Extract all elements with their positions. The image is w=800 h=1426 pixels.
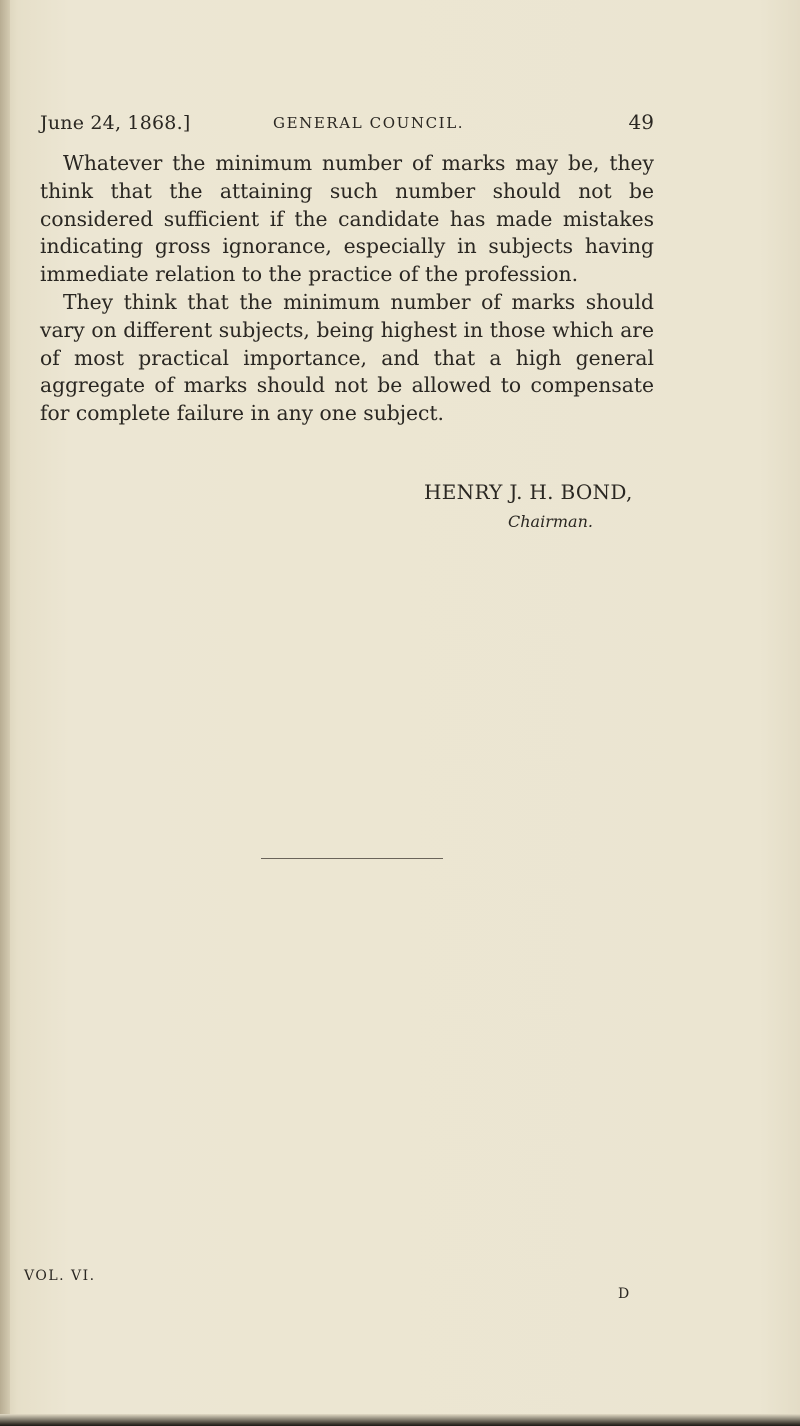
section-divider [261,858,443,859]
page-bottom-edge [0,1414,800,1426]
footer-volume: VOL. VI. [24,1268,96,1284]
page-binding-edge [0,0,10,1426]
running-header [40,112,654,142]
signatory-name: HENRY J. H. BOND, [424,480,633,504]
footer-signature-mark: D [618,1286,630,1302]
header-title: GENERAL COUNCIL. [273,114,465,132]
page-number: 49 [628,110,654,134]
signatory-title: Chairman. [508,512,593,531]
paragraph: Whatever the minimum number of marks may be, they think that the attaining such number should not be considered sufficient if the candidate has made mistakes indicating gross ignorance, especially in subjects having immediate relation to the practice of the profession. [40,151,654,287]
body-text [40,150,654,428]
paragraph: They think that the minimum number of marks should vary on different subjects, being highest in those which are of most practical importance, and that a high general aggregate of marks should not be allowed to compensate for complete failure in any one subject. [40,289,654,426]
header-date: June 24, 1868.] [40,112,191,134]
